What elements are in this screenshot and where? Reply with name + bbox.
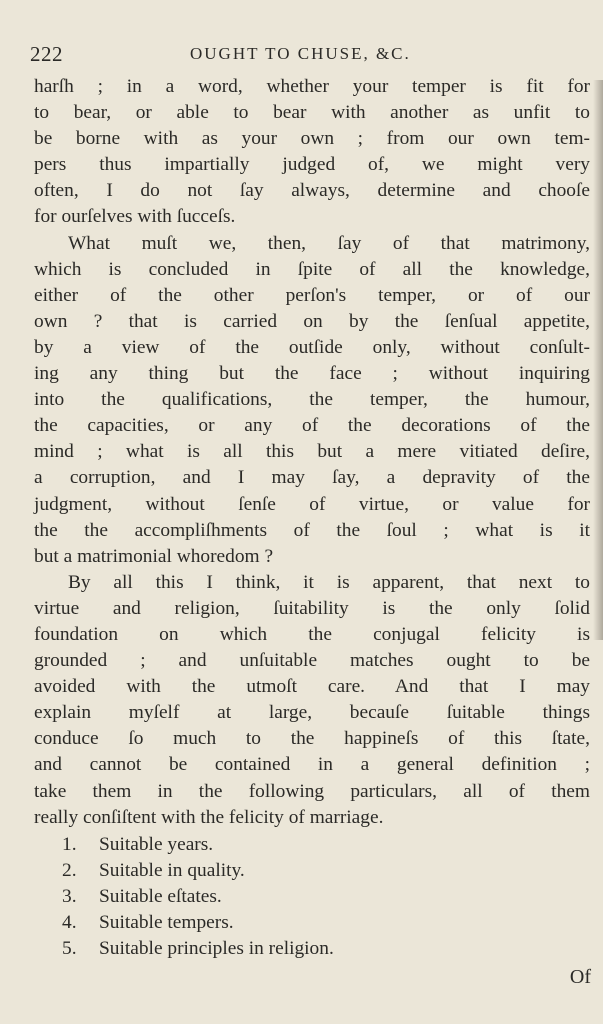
- list-item: [34, 832, 590, 858]
- text-line: for ourſelves with ſucceſs.: [34, 206, 236, 228]
- text-line: ing any thing but the face ; without inquiring: [34, 363, 590, 385]
- text-line: and cannot be contained in a general definition ;: [34, 754, 590, 776]
- list-item: [34, 936, 590, 962]
- list-text: Suitable in quality.: [99, 859, 245, 881]
- text-line: often, I do not ſay always, determine and chooſe: [34, 180, 590, 202]
- text-line: avoided with the utmoſt care. And that I may: [34, 676, 590, 698]
- list-item: [34, 884, 590, 910]
- list-item: [34, 858, 590, 884]
- text-line: to bear, or able to bear with another as unfit to: [34, 102, 590, 124]
- text-line: What muſt we, then, ſay of that matrimony,: [68, 232, 590, 254]
- text-line: really conſiſtent with the felicity of marriage.: [34, 806, 384, 828]
- text-line: into the qualifications, the temper, the humour,: [34, 389, 590, 411]
- page-edge-shadow: [593, 80, 603, 640]
- text-line: a corruption, and I may ſay, a depravity of the: [34, 467, 590, 489]
- text-line: the capacities, or any of the decorations of the: [34, 415, 590, 437]
- list-text: Suitable tempers.: [99, 912, 234, 933]
- list-number: 1.: [62, 833, 77, 855]
- body-text: [34, 74, 590, 962]
- text-line: take them in the following particulars, all of them: [34, 780, 590, 802]
- text-line: judgment, without ſenſe of virtue, or value for: [34, 493, 590, 515]
- text-line: foundation on which the conjugal felicity is: [34, 623, 590, 645]
- text-line: By all this I think, it is apparent, that next to: [68, 571, 590, 593]
- list-number: 3.: [62, 885, 77, 907]
- text-line: by a view of the outſide only, without conſult-: [34, 336, 590, 358]
- text-line: conduce ſo much to the happineſs of this ſtate,: [34, 728, 590, 750]
- page-number: 222: [30, 42, 63, 66]
- text-line: which is concluded in ſpite of all the knowledge,: [34, 258, 590, 280]
- paragraph: [34, 74, 590, 231]
- list-text: Suitable eſtates.: [99, 885, 222, 907]
- text-line: but a matrimonial whoredom ?: [34, 545, 274, 567]
- text-line: own ? that is carried on by the ſenſual appetite,: [34, 310, 590, 332]
- text-line: mind ; what is all this but a mere vitiated deſire,: [34, 441, 590, 463]
- list-number: 5.: [62, 938, 77, 960]
- running-head: [30, 42, 583, 68]
- list-number: 4.: [62, 912, 77, 933]
- text-line: be borne with as your own ; from our own tem-: [34, 128, 590, 150]
- paragraphs: [34, 74, 590, 831]
- text-line: either of the other perſon's temper, or of our: [34, 284, 590, 306]
- list-item: [34, 910, 590, 936]
- text-line: pers thus impartially judged of, we might very: [34, 154, 590, 176]
- text-line: virtue and religion, ſuitability is the only ſolid: [34, 597, 590, 619]
- text-line: explain myſelf at large, becauſe ſuitable things: [34, 702, 590, 724]
- list-text: Suitable years.: [99, 833, 214, 855]
- paragraph: [34, 231, 590, 570]
- list-text: Suitable principles in religion.: [99, 938, 334, 960]
- list-number: 2.: [62, 859, 77, 881]
- running-title: OUGHT TO CHUSE, &C.: [190, 44, 411, 63]
- numbered-list: [34, 832, 590, 962]
- text-line: grounded ; and unſuitable matches ought to be: [34, 650, 590, 672]
- paragraph: [34, 570, 590, 831]
- catchword: Of: [569, 966, 591, 988]
- text-line: the the accompliſhments of the ſoul ; what is it: [34, 519, 590, 541]
- text-line: harſh ; in a word, whether your temper is fit for: [34, 76, 590, 97]
